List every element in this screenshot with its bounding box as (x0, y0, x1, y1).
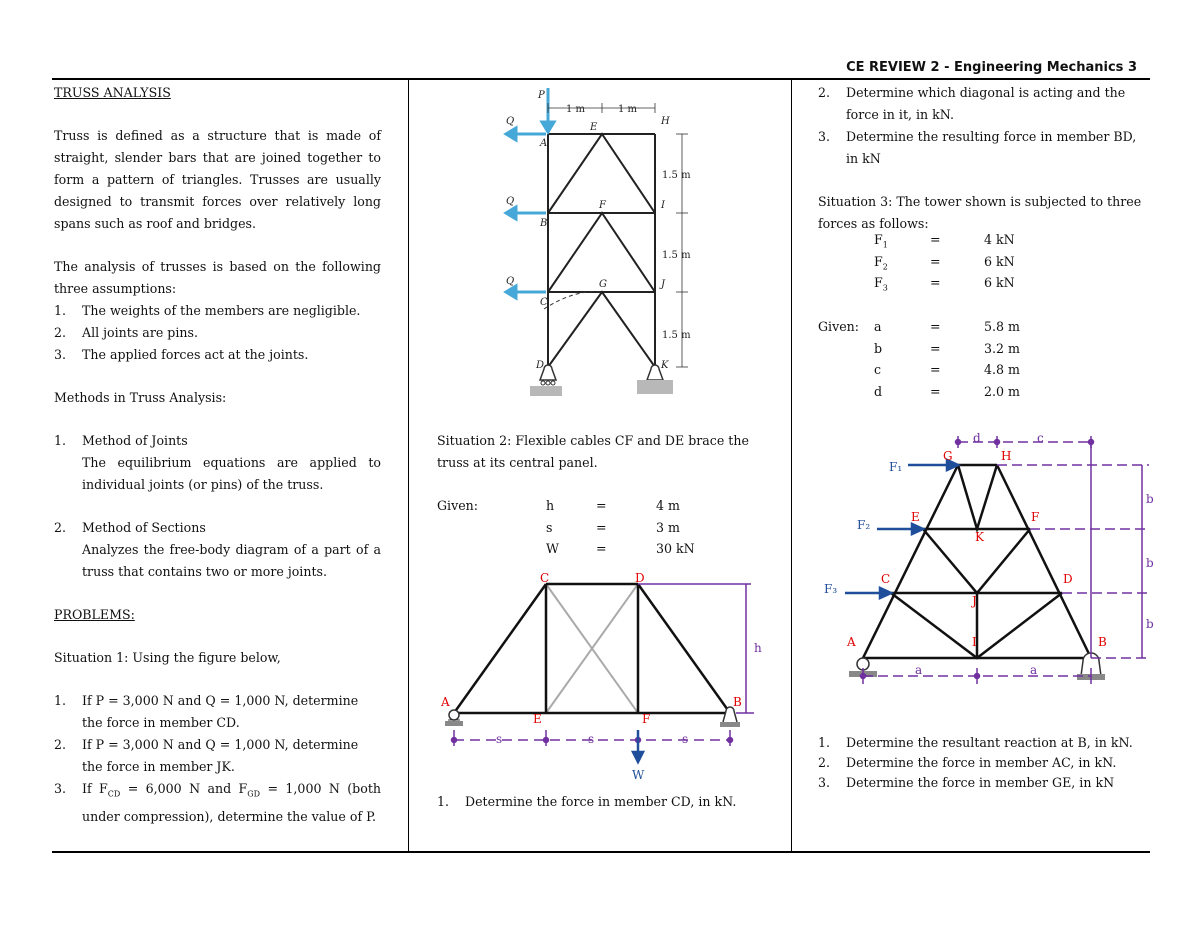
joint-label: H (661, 116, 670, 127)
method-description: Analyzes the free-body diagram of a part of a truss that contains two or more joints. (82, 542, 381, 579)
situation1-question: 3. If $F_{CD} = 6,000$ N and $F_{GD} = 1,000$ N (both under compression), determine the value of P. (54, 781, 381, 824)
dim-label-1-5m: 1.5 m (662, 330, 691, 341)
load-w-label: W (632, 768, 645, 782)
force-label-f2: F₂ (857, 518, 871, 532)
joint-label: C (540, 297, 548, 308)
document-header: CE REVIEW 2 - Engineering Mechanics 3 (846, 60, 1137, 75)
situation3-question: 2. Determine the force in member AC, in kN. (818, 755, 1117, 770)
member (548, 292, 655, 367)
truss-figure-3 (815, 428, 1160, 693)
method-title: Method of Sections (82, 520, 206, 535)
truss-figure-2 (436, 570, 766, 785)
joint-label: H (1001, 449, 1012, 463)
joint-label: J (661, 279, 666, 290)
situation1-question: 1. If P = 3,000 N and Q = 1,000 N, determine the force in member CD. (54, 693, 359, 730)
situation2-given-table (437, 498, 695, 563)
member (958, 465, 997, 529)
assumptions-intro: The analysis of trusses is based on the following three assumptions: (54, 259, 381, 296)
dim-label-s: s (588, 732, 595, 746)
joint-label: C (881, 572, 891, 586)
dim-label-b: b (1146, 617, 1154, 631)
truss-analysis-heading: TRUSS ANALYSIS (54, 85, 171, 100)
force-row: $F_2$ = 6 kN (874, 253, 1015, 272)
situation2-question: 1. Determine the force in member CD, in kN. (437, 794, 737, 809)
dim-label-1-5m: 1.5 m (662, 170, 691, 181)
joint-label: F (599, 200, 606, 211)
joint-label: A (441, 695, 450, 709)
joint-label: E (590, 122, 598, 133)
methods-heading: Methods in Truss Analysis: (54, 390, 227, 405)
dim-label-d: d (973, 431, 981, 445)
given-row: b = 3.2 m (874, 340, 1020, 356)
pin-support-left (530, 365, 562, 396)
method-title: Method of Joints (82, 433, 188, 448)
situation2-question: 2. Determine which diagonal is acting and the force in it, in kN. (818, 85, 1126, 122)
joint-label: K (661, 360, 669, 371)
dim-label-c: c (1037, 431, 1044, 445)
truss-definition: Truss is defined as a structure that is made of straight, slender bars that are joined together to form a pattern of triangles. Trusses are usually designed to transmit forces over relatively long spans such as roof and bridges. (54, 128, 381, 231)
joint-label: B (540, 218, 548, 229)
assumption-item: 1. The weights of the members are negligible. (54, 303, 361, 318)
method-item: 2. Method of Sections Analyzes the free-body diagram of a part of a truss that contains two or more joints. (54, 517, 381, 583)
method-item: 1. Method of Joints The equilibrium equations are applied to individual joints (or pins) of the truss. (54, 430, 381, 496)
joint-label: B (1098, 635, 1107, 649)
method-description: The equilibrium equations are applied to individual joints (or pins) of the truss. (82, 455, 381, 492)
joint-label: I (661, 200, 665, 211)
bottom-rule (52, 851, 1150, 853)
joint-label: A (847, 635, 856, 649)
force-label-f1: F₁ (889, 460, 903, 474)
given-label: Given: (437, 498, 479, 513)
joint-label: E (533, 712, 542, 726)
given-row: c = 4.8 m (874, 362, 1020, 377)
situation3-questions (818, 733, 1148, 793)
right-column (818, 82, 1146, 235)
given-row: Given: a = 5.8 m (818, 319, 1020, 334)
joint-label: E (911, 510, 920, 524)
support-b (720, 707, 740, 727)
column-divider-1 (408, 80, 409, 852)
joint-label: J (972, 594, 977, 608)
joint-label: B (733, 695, 742, 709)
member (454, 584, 546, 713)
joint-label: F (642, 712, 651, 726)
top-rule (52, 78, 1150, 80)
given-row: W = 30 kN (546, 541, 695, 556)
situation3-question: 3. Determine the force in member GE, in kN (818, 775, 1115, 790)
joint-label: K (975, 530, 984, 544)
given-row: d = 2.0 m (874, 383, 1020, 399)
dim-label-h: h (754, 641, 762, 655)
label-q: Q (506, 276, 515, 287)
joint-label: D (635, 571, 645, 585)
dim-label-b: b (1146, 492, 1154, 506)
member (997, 465, 1091, 658)
dim-label-1m: 1 m (566, 104, 586, 115)
situation1-question: 2. If P = 3,000 N and Q = 1,000 N, determine the force in member JK. (54, 737, 359, 774)
force-row: $F_1$ = 4 kN (874, 232, 1015, 250)
situation3-title: Situation 3: The tower shown is subjected to three forces as follows: (818, 194, 1142, 231)
dim-label-a: a (1030, 663, 1038, 677)
joint-label: D (1063, 572, 1073, 586)
column-divider-2 (791, 80, 792, 852)
force-row: $F_3$ = 6 kN (874, 275, 1015, 293)
joint-label: C (540, 571, 550, 585)
member (863, 465, 958, 658)
joint-label: I (972, 635, 977, 649)
situation3-question: 1. Determine the resultant reaction at B, in kN. (818, 735, 1133, 750)
given-row: s = 3 m (546, 519, 680, 535)
situation2-block (437, 430, 767, 474)
assumption-item: 2. All joints are pins. (54, 325, 198, 340)
dim-label-s: s (496, 732, 503, 746)
problems-heading: PROBLEMS: (54, 607, 135, 622)
label-q: Q (506, 196, 515, 207)
assumption-item: 3. The applied forces act at the joints. (54, 347, 309, 362)
dim-label-1-5m: 1.5 m (662, 250, 691, 261)
truss-figure-1 (500, 84, 700, 404)
section-cut-line (544, 292, 602, 309)
joint-label: A (540, 138, 548, 149)
label-p: P (538, 90, 545, 101)
left-column (54, 82, 381, 828)
situation2-title: Situation 2: Flexible cables CF and DE brace the truss at its central panel. (437, 433, 749, 470)
dim-label-a: a (915, 663, 923, 677)
situation2-questions (437, 791, 777, 813)
situation3-given-table (818, 319, 1020, 405)
joint-label: F (1031, 510, 1040, 524)
force-label-f3: F₃ (824, 582, 838, 596)
joint-label: G (943, 449, 953, 463)
dim-label-s: s (682, 732, 689, 746)
situation1-title: Situation 1: Using the figure below, (54, 650, 281, 665)
dim-label-b: b (1146, 556, 1154, 570)
joint-label: D (536, 360, 545, 371)
situation2-question: 3. Determine the resulting force in member BD, in kN (818, 129, 1137, 166)
joint-label: G (599, 279, 607, 290)
dim-label-1m: 1 m (618, 104, 638, 115)
given-row: Given: h = 4 m (437, 498, 695, 520)
situation3-forces-table (818, 232, 1015, 297)
label-q: Q (506, 116, 515, 127)
member (638, 584, 730, 713)
